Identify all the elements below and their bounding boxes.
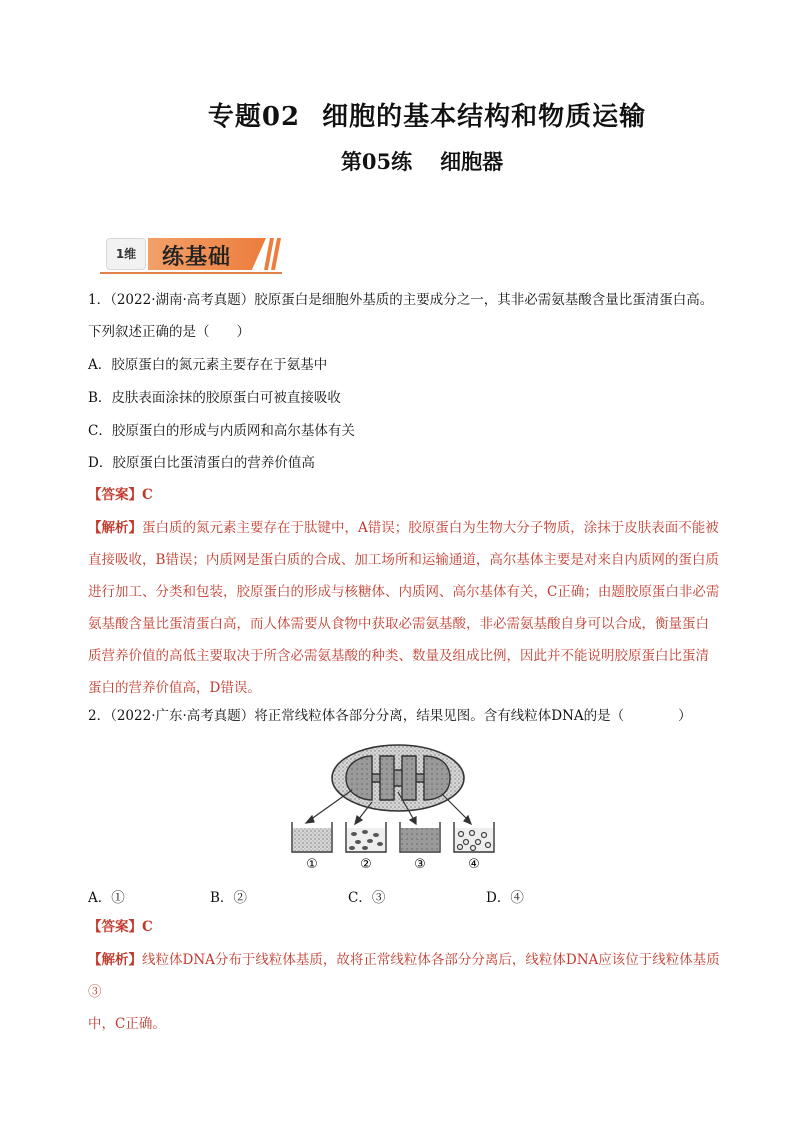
section-level-tag: 1维 — [106, 238, 146, 270]
q2-answer-value: C — [142, 919, 153, 935]
page-title — [0, 96, 794, 133]
q2-stem: 2．（2022·广东·高考真题）将正常线粒体各部分分离，结果见图。含有线粒体DNA的是（ ） — [88, 708, 692, 724]
mitochondrion-figure — [290, 742, 506, 872]
q1-explanation-label: 【解析】 — [88, 520, 142, 536]
section-label: 练基础 — [162, 244, 232, 270]
title-topic-number: 专题02 — [207, 102, 301, 132]
q1-explanation — [88, 512, 728, 704]
figure-label-4: ④ — [468, 857, 480, 872]
fraction-beaker-4 — [454, 822, 494, 852]
figure-label-2: ② — [360, 857, 372, 872]
q1-answer — [88, 485, 153, 505]
q2-explanation-line: 中，C正确。 — [88, 1016, 166, 1032]
q2-explanation-label: 【解析】 — [88, 952, 142, 968]
q1-explanation-line: 蛋白的营养价值高，D错误。 — [88, 680, 261, 696]
fraction-beaker-3 — [400, 822, 440, 852]
q2-answer — [88, 917, 153, 937]
q1-explanation-line: 直接吸收，B错误；内质网是蛋白质的合成、加工场所和运输通道，高尔基体主要是对来自内质网的蛋白质 — [88, 552, 719, 568]
q1-stem-line-2: 下列叙述正确的是（ ） — [88, 324, 250, 340]
figure-label-1: ① — [306, 857, 318, 872]
q1-explanation-line: 【解析】蛋白质的氮元素主要存在于肽键中，A错误；胶原蛋白为生物大分子物质，涂抹于皮肤表面不能被 — [88, 520, 719, 536]
q2-option-b: B．② — [210, 890, 247, 906]
mitochondrion-icon — [332, 745, 464, 811]
q1-explanation-line: 进行加工、分类和包装，胶原蛋白的形成与核糖体、内质网、高尔基体有关，C正确；由题胶原蛋白非必需 — [88, 584, 720, 600]
q1-explanation-line: 氨基酸含量比蛋清蛋白高，而人体需要从食物中获取必需氨基酸，非必需氨基酸自身可以合成，衡量蛋白 — [88, 616, 709, 632]
q2-option-a: A．① — [88, 890, 125, 906]
q1-answer-label: 【答案】 — [88, 487, 142, 503]
q2-explanation — [88, 944, 728, 1040]
q2-option-c: C．③ — [348, 890, 386, 906]
page-subtitle — [0, 146, 794, 176]
q2-option-d: D．④ — [486, 890, 524, 906]
title-topic-name: 细胞的基本结构和物质运输 — [322, 102, 647, 132]
q2-explanation-line: 【解析】线粒体DNA分布于线粒体基质，故将正常线粒体各部分分离后，线粒体DNA应该位于线粒体基质③ — [88, 952, 720, 1000]
q2-options — [88, 886, 728, 906]
fraction-beaker-1 — [292, 822, 332, 852]
section-banner — [100, 236, 282, 274]
banner-underline — [100, 272, 282, 274]
q1-explanation-line: 质营养价值的高低主要取决于所含必需氨基酸的种类、数量及组成比例，因此并不能说明胶原蛋白比蛋清 — [88, 648, 709, 664]
q1-option-a: A．胶原蛋白的氮元素主要存在于氨基中 — [88, 357, 328, 373]
subtitle-exercise-name: 细胞器 — [440, 149, 504, 174]
q1-option-d: D．胶原蛋白比蛋清蛋白的营养价值高 — [88, 455, 315, 471]
q1-option-b: B．皮肤表面涂抹的胶原蛋白可被直接吸收 — [88, 390, 341, 406]
fraction-beaker-2 — [346, 822, 386, 852]
subtitle-exercise-number: 第05练 — [340, 149, 413, 174]
q1-stem-line-1: 1．（2022·湖南·高考真题）胶原蛋白是细胞外基质的主要成分之一，其非必需氨基酸含量比蛋清蛋白高。 — [88, 292, 714, 308]
q1-option-c: C．胶原蛋白的形成与内质网和高尔基体有关 — [88, 423, 355, 439]
figure-label-3: ③ — [414, 857, 426, 872]
q2-answer-label: 【答案】 — [88, 919, 142, 935]
banner-stripes-icon — [264, 238, 284, 270]
q1-answer-value: C — [142, 487, 153, 503]
